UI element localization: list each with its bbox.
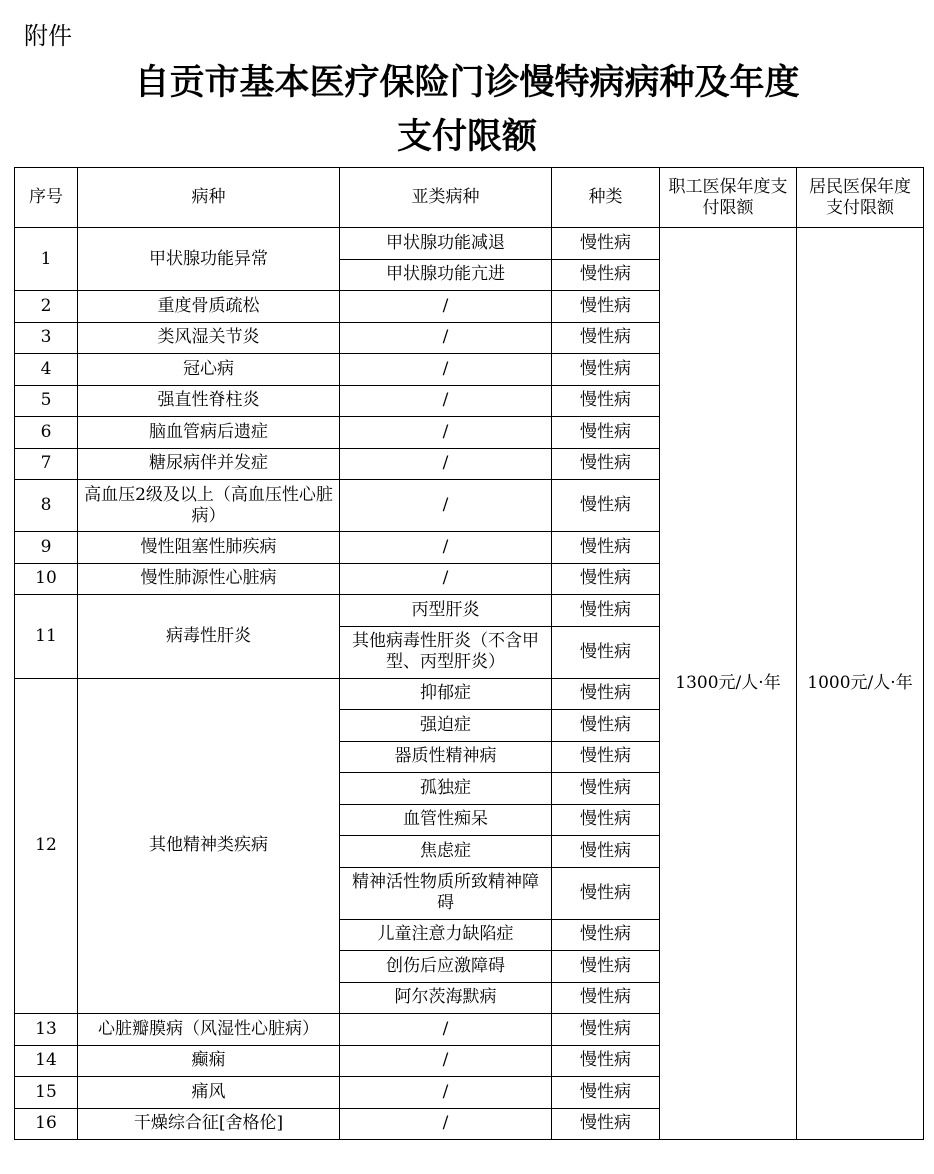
category: 慢性病 [552, 804, 660, 836]
disease-name: 冠心病 [78, 354, 340, 386]
header-employee-limit: 职工医保年度支付限额 [660, 168, 797, 228]
category: 慢性病 [552, 595, 660, 627]
subtype-name: / [340, 563, 552, 595]
subtype-name: / [340, 1045, 552, 1077]
header-disease: 病种 [78, 168, 340, 228]
category: 慢性病 [552, 951, 660, 983]
row-number: 4 [15, 354, 78, 386]
category: 慢性病 [552, 385, 660, 417]
category: 慢性病 [552, 532, 660, 564]
category: 慢性病 [552, 354, 660, 386]
row-number: 3 [15, 322, 78, 354]
category: 慢性病 [552, 919, 660, 951]
subtype-name: / [340, 1014, 552, 1046]
row-number: 7 [15, 448, 78, 480]
disease-name: 强直性脊柱炎 [78, 385, 340, 417]
subtype-name: 器质性精神病 [340, 741, 552, 773]
row-number: 6 [15, 417, 78, 449]
category: 慢性病 [552, 322, 660, 354]
category: 慢性病 [552, 867, 660, 919]
subtype-name: / [340, 417, 552, 449]
subtype-name: / [340, 385, 552, 417]
subtype-name: 孤独症 [340, 773, 552, 805]
category: 慢性病 [552, 1077, 660, 1109]
category: 慢性病 [552, 1045, 660, 1077]
category: 慢性病 [552, 741, 660, 773]
disease-name: 甲状腺功能异常 [78, 228, 340, 291]
category: 慢性病 [552, 480, 660, 532]
disease-name: 糖尿病伴并发症 [78, 448, 340, 480]
resident-limit-value: 1000元/人·年 [797, 228, 924, 1140]
row-number: 2 [15, 291, 78, 323]
row-number: 1 [15, 228, 78, 291]
row-number: 14 [15, 1045, 78, 1077]
subtype-name: 血管性痴呆 [340, 804, 552, 836]
subtype-name: / [340, 448, 552, 480]
disease-name: 高血压2级及以上（高血压性心脏病） [78, 480, 340, 532]
header-resident-limit: 居民医保年度支付限额 [797, 168, 924, 228]
subtype-name: 精神活性物质所致精神障碍 [340, 867, 552, 919]
subtype-name: / [340, 354, 552, 386]
subtype-name: 创伤后应激障碍 [340, 951, 552, 983]
row-number: 16 [15, 1108, 78, 1140]
row-number: 5 [15, 385, 78, 417]
subtype-name: 焦虑症 [340, 836, 552, 868]
category: 慢性病 [552, 710, 660, 742]
category: 慢性病 [552, 291, 660, 323]
subtype-name: / [340, 480, 552, 532]
disease-name: 痛风 [78, 1077, 340, 1109]
category: 慢性病 [552, 678, 660, 710]
disease-name: 干燥综合征[舍格伦] [78, 1108, 340, 1140]
category: 慢性病 [552, 563, 660, 595]
disease-name: 慢性肺源性心脏病 [78, 563, 340, 595]
disease-name: 癫痫 [78, 1045, 340, 1077]
header-subtype: 亚类病种 [340, 168, 552, 228]
category: 慢性病 [552, 1108, 660, 1140]
row-number: 11 [15, 595, 78, 679]
row-number: 9 [15, 532, 78, 564]
row-number: 8 [15, 480, 78, 532]
employee-limit-value: 1300元/人·年 [660, 228, 797, 1140]
disease-name: 重度骨质疏松 [78, 291, 340, 323]
subtype-name: / [340, 532, 552, 564]
table-row [15, 228, 924, 260]
table-header-row [15, 168, 924, 228]
subtype-name: 阿尔茨海默病 [340, 982, 552, 1014]
category: 慢性病 [552, 1014, 660, 1046]
disease-name: 类风湿关节炎 [78, 322, 340, 354]
document-title-line1: 自贡市基本医疗保险门诊慢特病病种及年度 [134, 62, 800, 103]
disease-name: 其他精神类疾病 [78, 678, 340, 1014]
header-no: 序号 [15, 168, 78, 228]
row-number: 15 [15, 1077, 78, 1109]
subtype-name: / [340, 1077, 552, 1109]
row-number: 12 [15, 678, 78, 1014]
category: 慢性病 [552, 448, 660, 480]
row-number: 13 [15, 1014, 78, 1046]
category: 慢性病 [552, 773, 660, 805]
subtype-name: 其他病毒性肝炎（不含甲型、丙型肝炎） [340, 626, 552, 678]
subtype-name: 甲状腺功能亢进 [340, 259, 552, 291]
category: 慢性病 [552, 982, 660, 1014]
table-body [15, 228, 924, 1140]
subtype-name: 甲状腺功能减退 [340, 228, 552, 260]
subtype-name: / [340, 322, 552, 354]
subtype-name: / [340, 291, 552, 323]
disease-name: 脑血管病后遗症 [78, 417, 340, 449]
disease-name: 病毒性肝炎 [78, 595, 340, 679]
category: 慢性病 [552, 259, 660, 291]
category: 慢性病 [552, 626, 660, 678]
subtype-name: 抑郁症 [340, 678, 552, 710]
subtype-name: 儿童注意力缺陷症 [340, 919, 552, 951]
disease-name: 心脏瓣膜病（风湿性心脏病） [78, 1014, 340, 1046]
category: 慢性病 [552, 417, 660, 449]
subtype-name: / [340, 1108, 552, 1140]
attachment-label: 附件 [24, 22, 72, 50]
category: 慢性病 [552, 228, 660, 260]
disease-limit-table [14, 167, 924, 1140]
category: 慢性病 [552, 836, 660, 868]
row-number: 10 [15, 563, 78, 595]
header-category: 种类 [552, 168, 660, 228]
subtype-name: 丙型肝炎 [340, 595, 552, 627]
subtype-name: 强迫症 [340, 710, 552, 742]
document-title-line2: 支付限额 [396, 116, 537, 157]
disease-name: 慢性阻塞性肺疾病 [78, 532, 340, 564]
